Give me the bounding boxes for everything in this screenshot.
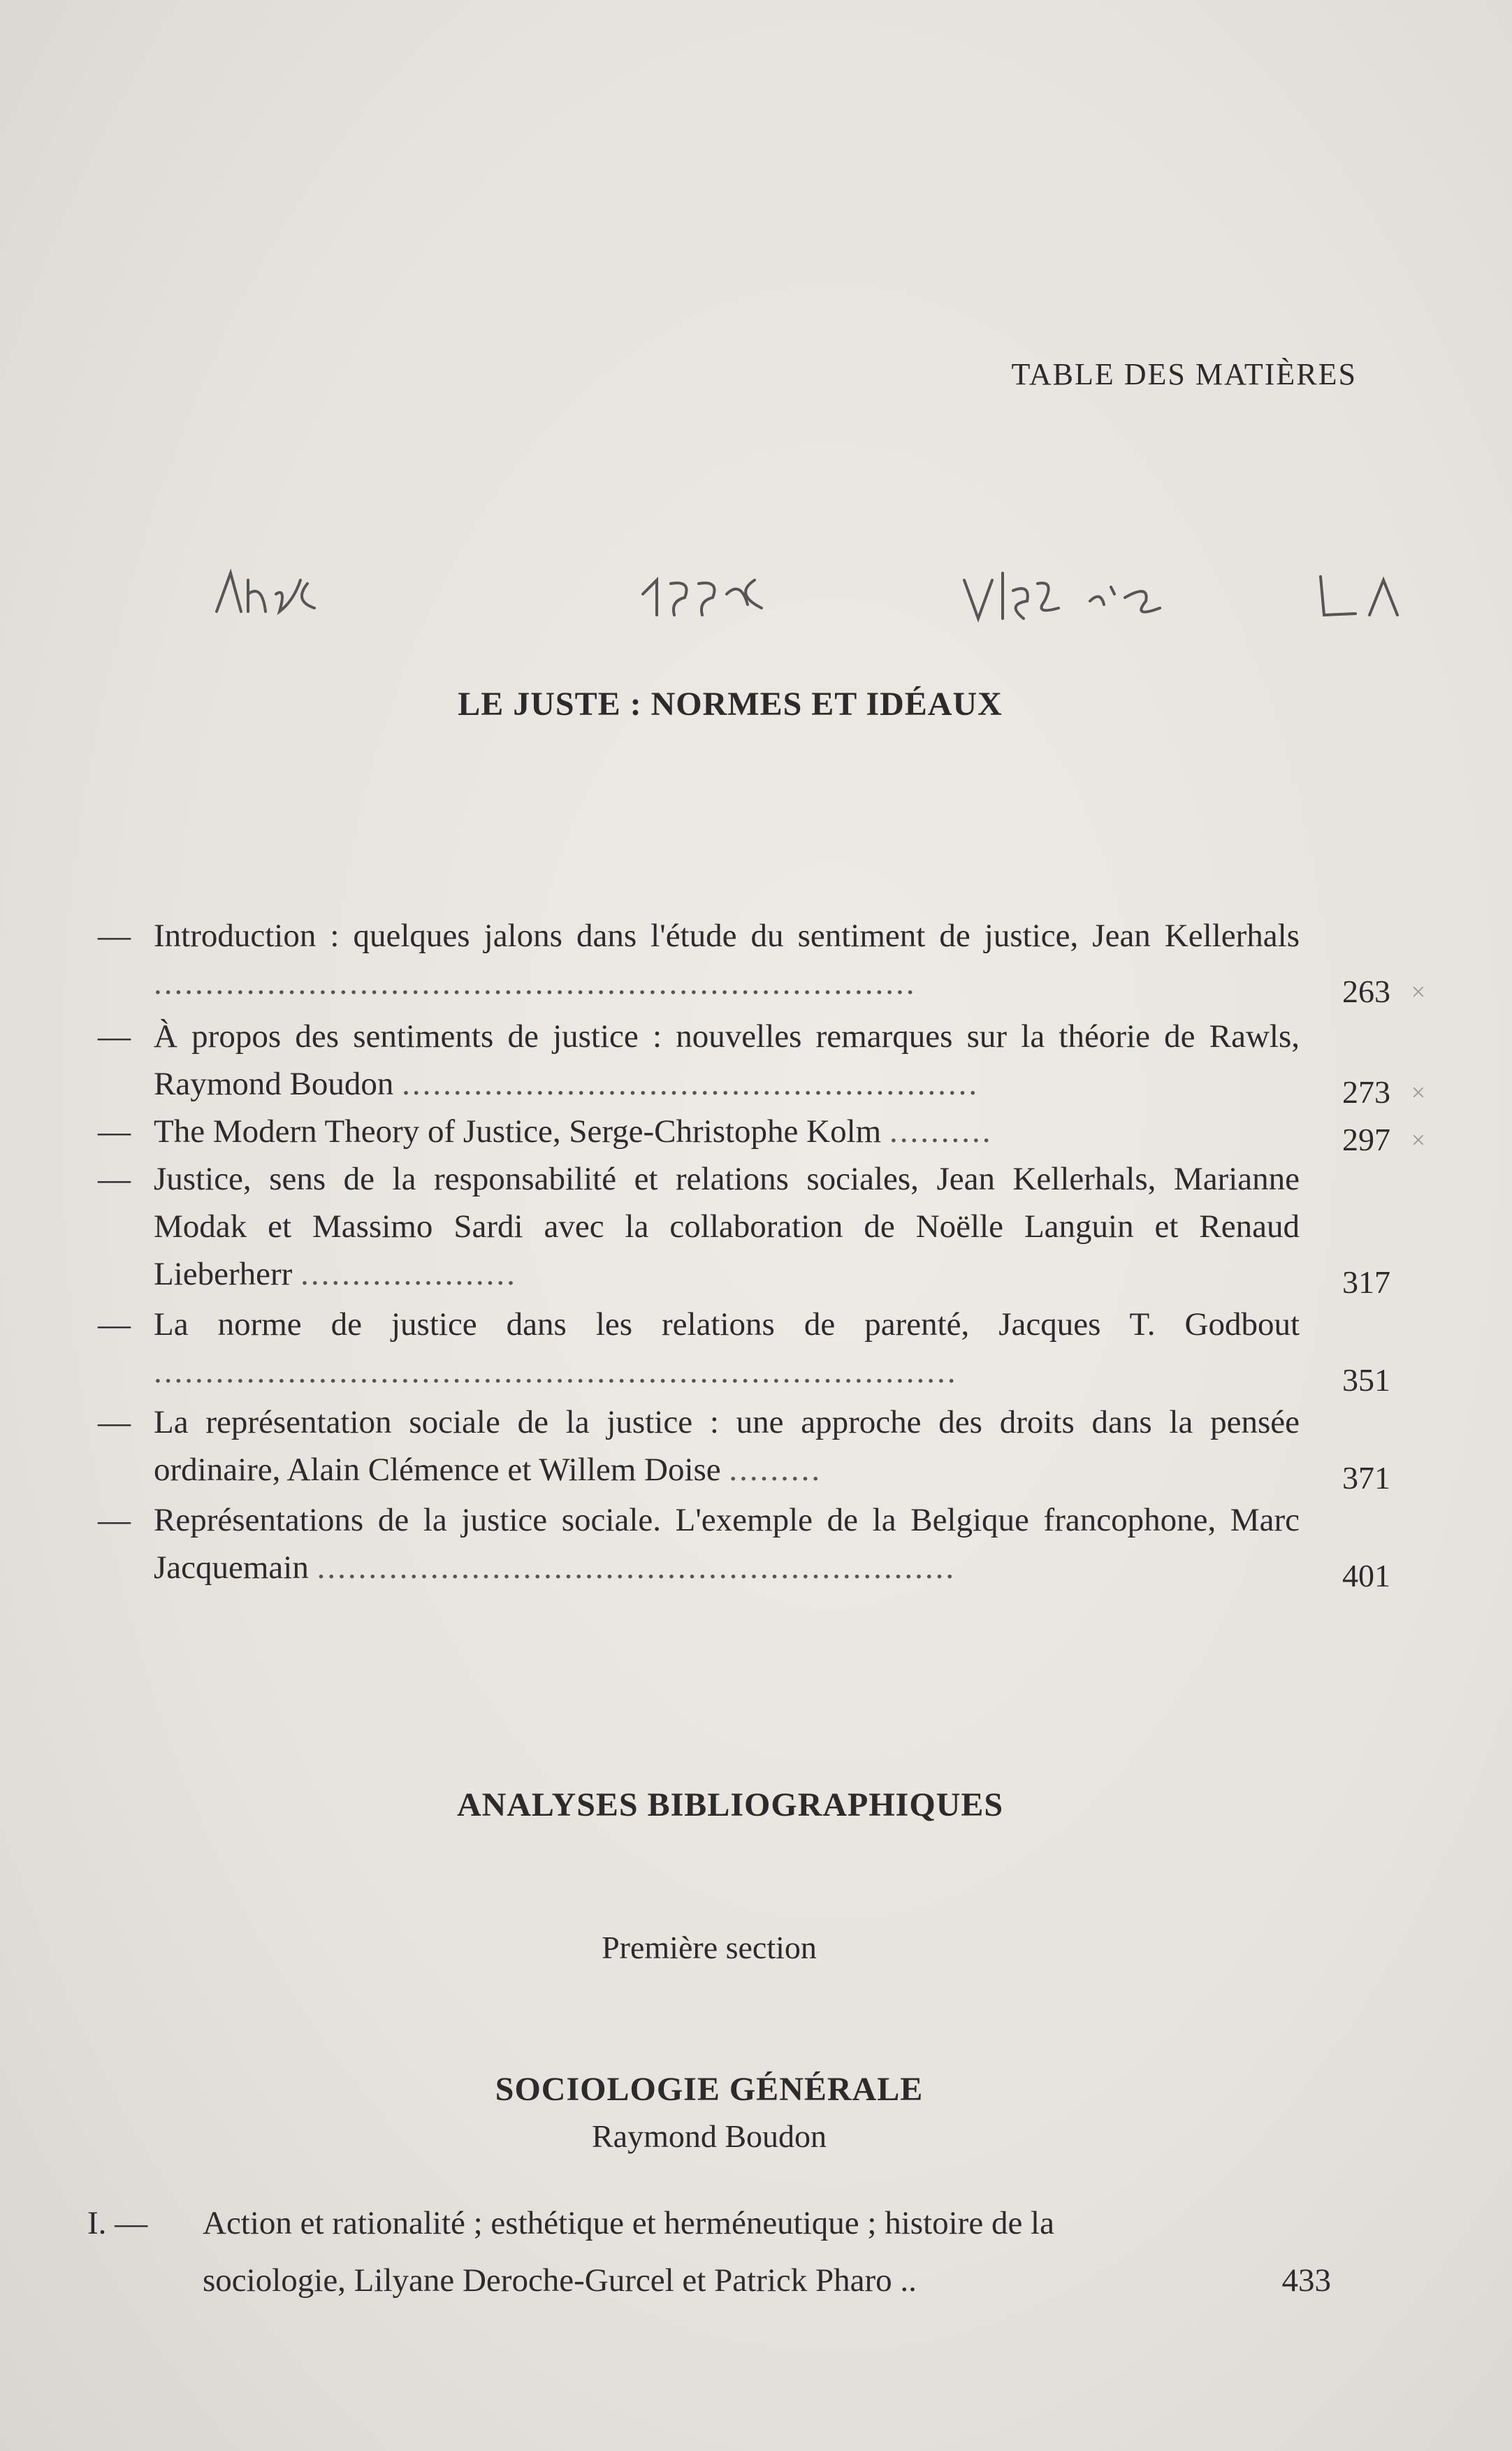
toc-entry: — Introduction : quelques jalons dans l'étude du sentiment de justice, Jean Kellerhals .......................................................................... 263 × xyxy=(98,918,1425,1009)
section-title-sociologie: SOCIOLOGIE GÉNÉRALE xyxy=(495,2071,924,2108)
toc-entry: — La norme de justice dans les relations de parenté, Jacques T. Godbout .............................................................................. 351 xyxy=(98,1306,1390,1398)
subsection-label: Première section xyxy=(602,1930,817,1965)
section-title-le-juste: LE JUSTE : NORMES ET IDÉAUX xyxy=(458,686,1003,723)
toc-entry: — À propos des sentiments de justice : nouvelles remarques sur la théorie de Rawls, Raymond Boudon ........................................................ 273 × xyxy=(98,1018,1425,1110)
bibliography-entry: I. — Action et rationalité ; esthétique et herméneutique ; histoire de la sociologie, Lilyane Deroche-Gurcel et Patrick Pharo .. 433 xyxy=(87,2205,1331,2299)
section-editor: Raymond Boudon xyxy=(591,2118,827,2154)
table-of-contents xyxy=(98,912,1425,1593)
running-head: TABLE DES MATIÈRES xyxy=(1011,357,1357,391)
handwritten-annotation xyxy=(210,552,1411,636)
toc-entry: — Représentations de la justice sociale. L'exemple de la Belgique francophone, Marc Jacquemain .............................................................. 401 xyxy=(98,1502,1390,1593)
bleed-through-text xyxy=(182,140,203,236)
section-title-analyses: ANALYSES BIBLIOGRAPHIQUES xyxy=(456,1786,1004,1823)
toc-entry: — La représentation sociale de la justice : une approche des droits dans la pensée ordinaire, Alain Clémence et Willem Doise ......... 371 xyxy=(98,1404,1390,1496)
toc-entry: — The Modern Theory of Justice, Serge-Christophe Kolm .......... 297 × xyxy=(98,1113,1425,1157)
toc-entry: — Justice, sens de la responsabilité et relations sociales, Jean Kellerhals, Marianne Modak et Massimo Sardi avec la collaboration de Noëlle Languin et Renaud Lieberherr ..................... 317 xyxy=(98,1161,1390,1300)
